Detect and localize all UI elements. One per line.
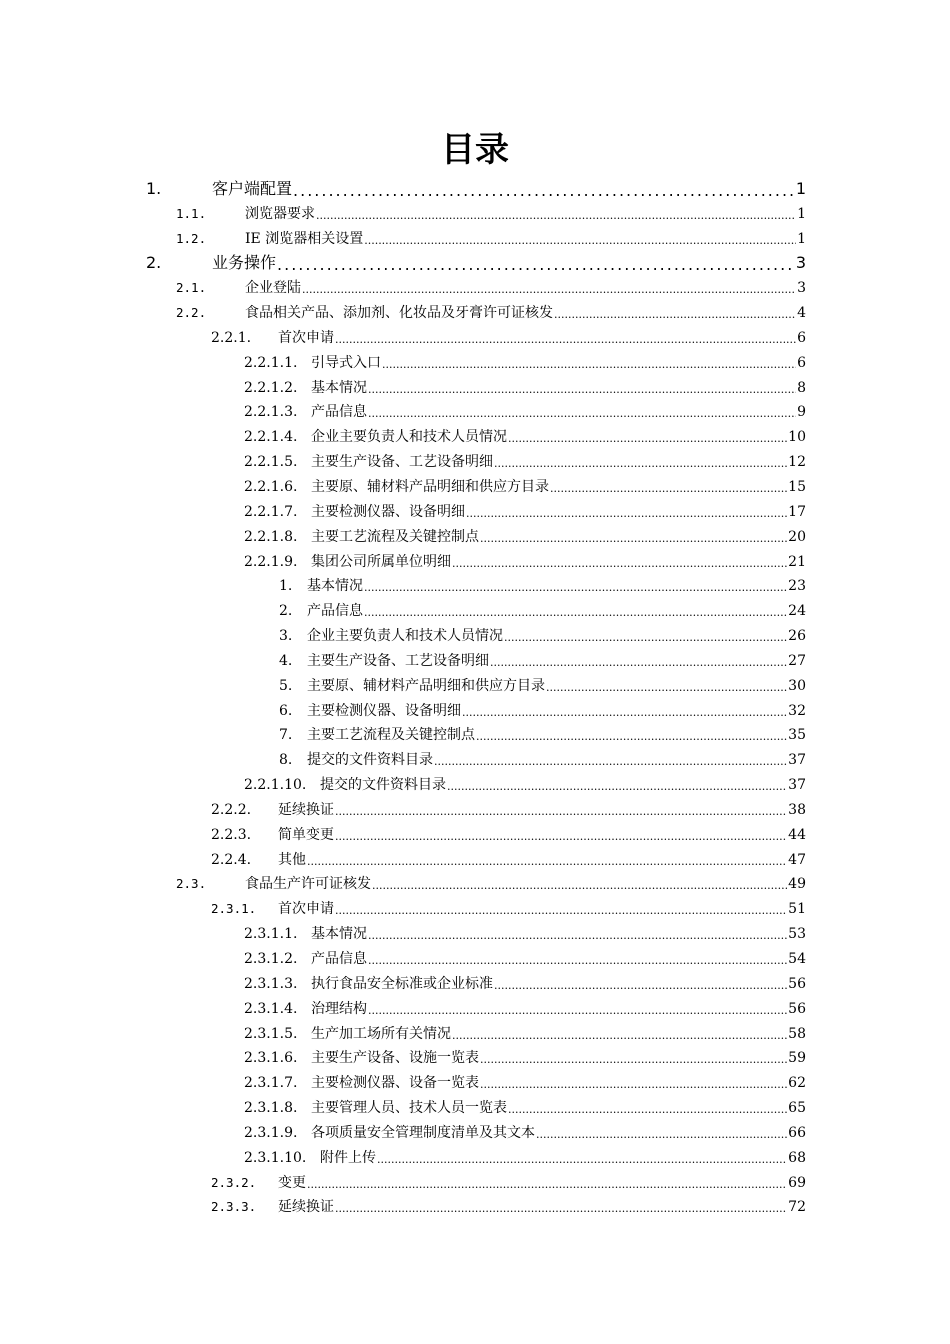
toc-entry-body: [245, 230, 806, 248]
toc-entry-body: [311, 1049, 806, 1067]
toc-entry-body: [212, 180, 806, 198]
dot-leader: [368, 383, 796, 397]
toc-entry-text: 简单变更: [278, 826, 334, 843]
dot-leader: [335, 830, 787, 844]
dot-leader: [368, 407, 796, 421]
toc-entry[interactable]: [0, 448, 950, 473]
toc-entry-body: [307, 702, 806, 720]
toc-entry-text: IE 浏览器相关设置: [245, 230, 364, 247]
toc-entry-body: [320, 1149, 806, 1167]
toc-entry-text: 首次申请: [278, 329, 334, 346]
dot-leader: [307, 855, 787, 869]
toc-entry[interactable]: [0, 200, 950, 225]
toc-entry[interactable]: [0, 970, 950, 995]
toc-entry[interactable]: [0, 573, 950, 598]
toc-entry[interactable]: [0, 647, 950, 672]
toc-entry-number: 1.: [279, 578, 293, 595]
toc-entry-page: 62: [788, 1075, 806, 1092]
toc-entry[interactable]: [0, 722, 950, 747]
toc-entry[interactable]: [0, 672, 950, 697]
toc-entry-text: 提交的文件资料目录: [320, 777, 446, 794]
toc-entry-page: 4: [797, 305, 806, 322]
toc-entry-page: 6: [797, 329, 806, 346]
toc-entry-number: 2.2.4.: [211, 851, 252, 868]
toc-entry-text: 主要原、辅材料产品明细和供应方目录: [307, 677, 545, 694]
toc-title: 目录: [441, 130, 509, 170]
toc-entry-page: 9: [797, 404, 806, 421]
toc-entry-text: 产品信息: [311, 404, 367, 421]
toc-entry-number: 2.: [279, 603, 293, 620]
toc-entry-body: [307, 652, 806, 670]
dot-leader: [480, 1078, 787, 1092]
toc-entry-body: [307, 627, 806, 645]
toc-entry-text: 产品信息: [307, 603, 363, 620]
toc-entry-number: 2.3.1.5.: [244, 1025, 298, 1042]
toc-entry-body: [245, 304, 806, 322]
toc-entry-page: 15: [788, 478, 806, 495]
dot-leader: [364, 234, 796, 248]
toc-entry-page: 66: [788, 1124, 806, 1141]
toc-entry[interactable]: [0, 324, 950, 349]
toc-entry-number: 7.: [279, 727, 293, 744]
toc-entry-number: 2.3.3.: [211, 1199, 257, 1215]
toc-entry-page: 59: [788, 1050, 806, 1067]
toc-entry[interactable]: [0, 945, 950, 970]
toc-entry-page: 72: [788, 1199, 806, 1216]
toc-entry-text: 基本情况: [311, 926, 367, 943]
toc-entry-number: 2.3.1.2.: [244, 951, 298, 967]
toc-entry-body: [307, 577, 806, 595]
dot-leader: [302, 283, 796, 297]
dot-leader: [368, 954, 787, 968]
toc-entry-number: 2.3.1.1.: [244, 926, 298, 943]
toc-entry-page: 44: [788, 826, 806, 843]
toc-entry-number: 3.: [279, 628, 293, 645]
toc-entry-page: 58: [788, 1025, 806, 1042]
dot-leader: [335, 805, 787, 819]
toc-entry-text: 主要原、辅材料产品明细和供应方目录: [311, 478, 549, 495]
toc-entry-body: [311, 478, 806, 496]
toc-entry-body: [311, 354, 806, 372]
dot-leader: [293, 184, 795, 198]
toc-entry-text: 企业主要负责人和技术人员情况: [311, 429, 507, 446]
toc-entry-number: 2.2.1.1.: [244, 354, 298, 371]
toc-entry-number: 2.3.1.8.: [244, 1100, 298, 1117]
dot-leader: [372, 879, 787, 893]
toc-entry-page: 3: [795, 253, 806, 273]
toc-entry[interactable]: [0, 175, 950, 200]
toc-entry-page: 17: [788, 503, 806, 520]
toc-entry-body: [278, 1198, 806, 1216]
toc-entry-body: [311, 553, 806, 571]
toc-entry-body: [278, 826, 806, 844]
dot-leader: [452, 1029, 787, 1043]
toc-entry-text: 执行食品安全标准或企业标准: [311, 975, 493, 992]
toc-entry-page: 56: [788, 975, 806, 992]
toc-entry-number: 2.2.1.3.: [244, 404, 298, 421]
toc-entry-text: 主要生产设备、设施一览表: [311, 1050, 479, 1067]
toc-entry-number: 5.: [279, 677, 293, 694]
toc-entry-number: 2.3.1.4.: [244, 1000, 298, 1017]
toc-entry-page: 1: [797, 230, 806, 247]
toc-entry-page: 38: [788, 801, 806, 818]
toc-entry-text: 生产加工场所有关情况: [311, 1025, 451, 1042]
toc-entry[interactable]: [0, 548, 950, 573]
toc-entry-number: 2.2.1.7.: [244, 503, 298, 520]
toc-entry-number: 2.2.1.5.: [244, 454, 298, 471]
toc-entry-number: 4.: [279, 652, 293, 669]
toc-entry-text: 主要生产设备、工艺设备明细: [307, 652, 489, 669]
toc-entry-number: 2.2.1.9.: [244, 553, 298, 570]
toc-entry[interactable]: [0, 871, 950, 896]
dot-leader: [335, 333, 796, 347]
toc-entry-text: 食品生产许可证核发: [245, 876, 371, 893]
toc-entry-body: [278, 900, 806, 918]
toc-entry[interactable]: [0, 498, 950, 523]
dot-leader: [494, 979, 787, 993]
toc-entry-body: [311, 453, 806, 471]
toc-entry-text: 引导式入口: [311, 354, 381, 371]
dot-leader: [480, 532, 787, 546]
toc-entry[interactable]: [0, 423, 950, 448]
toc-entry-page: 30: [788, 677, 806, 694]
toc-entry-number: 2.3.1.: [211, 901, 257, 917]
toc-entry-number: 2.2.1.8.: [244, 528, 298, 545]
toc-entry-number: 8.: [279, 752, 293, 769]
toc-entry-text: 基本情况: [307, 578, 363, 595]
toc-entry[interactable]: [0, 895, 950, 920]
toc-entry-body: [212, 254, 806, 272]
toc-entry-body: [311, 975, 806, 993]
toc-entry-body: [311, 1124, 806, 1142]
toc-entry-text: 附件上传: [320, 1149, 376, 1166]
toc-entry[interactable]: [0, 995, 950, 1020]
toc-entry-number: 2.2.: [176, 305, 207, 321]
dot-leader: [434, 755, 787, 769]
dot-leader: [368, 1004, 787, 1018]
toc-entry-page: 1: [795, 178, 806, 198]
toc-entry-page: 6: [797, 354, 806, 371]
dot-leader: [536, 1128, 787, 1142]
toc-entry[interactable]: [0, 697, 950, 722]
toc-entry-body: [307, 677, 806, 695]
dot-leader: [504, 631, 787, 645]
toc-entry-page: 65: [788, 1100, 806, 1117]
dot-leader: [452, 557, 787, 571]
toc-entry-number: 2.2.1.4.: [244, 429, 298, 446]
dot-leader: [277, 258, 795, 272]
dot-leader: [554, 308, 796, 322]
dot-leader: [480, 1053, 787, 1067]
toc-entry-text: 治理结构: [311, 1000, 367, 1017]
toc-entry-body: [320, 776, 806, 794]
dot-leader: [466, 507, 787, 521]
toc-entry-body: [311, 925, 806, 943]
toc-entry[interactable]: [0, 920, 950, 945]
toc-entry-number: 2.2.1.2.: [244, 379, 298, 396]
toc-entry-text: 提交的文件资料目录: [307, 752, 433, 769]
toc-entry-number: 2.3.1.7.: [244, 1075, 298, 1092]
toc-entry-body: [245, 875, 806, 893]
toc-entry-body: [307, 751, 806, 769]
toc-entry-page: 27: [788, 652, 806, 669]
toc-entry[interactable]: [0, 796, 950, 821]
toc-entry[interactable]: [0, 374, 950, 399]
dot-leader: [508, 1103, 787, 1117]
toc-entry-text: 主要管理人员、技术人员一览表: [311, 1100, 507, 1117]
toc-entry-page: 51: [788, 901, 806, 918]
toc-entry-page: 23: [788, 578, 806, 595]
toc-entry-body: [311, 403, 806, 421]
dot-leader: [316, 209, 796, 223]
toc-entry-page: 68: [788, 1149, 806, 1166]
toc-entry-text: 主要检测仪器、设备明细: [311, 503, 465, 520]
toc-entry-number: 2.2.1.10.: [244, 777, 307, 794]
toc-entry-text: 主要检测仪器、设备明细: [307, 702, 461, 719]
toc-entry-number: 2.2.1.6.: [244, 478, 298, 495]
toc-entry[interactable]: [0, 1069, 950, 1094]
toc-entry-number: 2.2.1.: [211, 329, 252, 346]
toc-entry-number: 2.3.1.10.: [244, 1149, 307, 1166]
toc-entry-text: 延续换证: [278, 801, 334, 818]
toc-entry[interactable]: [0, 622, 950, 647]
toc-entry-body: [278, 801, 806, 819]
toc-entry-page: 26: [788, 628, 806, 645]
toc-entry-text: 基本情况: [311, 379, 367, 396]
toc-entry-text: 主要检测仪器、设备一览表: [311, 1075, 479, 1092]
table-of-contents: [0, 175, 950, 1218]
toc-entry-page: 12: [788, 454, 806, 471]
toc-entry-body: [311, 379, 806, 397]
dot-leader: [368, 929, 787, 943]
toc-entry-number: 1.1.: [176, 205, 207, 221]
toc-entry-page: 20: [788, 528, 806, 545]
toc-entry-text: 浏览器要求: [245, 205, 315, 222]
toc-entry-body: [311, 1099, 806, 1117]
toc-entry[interactable]: [0, 1169, 950, 1194]
toc-entry-text: 业务操作: [212, 253, 277, 273]
toc-entry-body: [311, 950, 806, 968]
toc-entry-number: 2.3.2.: [211, 1174, 257, 1190]
toc-entry-page: 24: [788, 603, 806, 620]
toc-entry-body: [278, 1174, 806, 1192]
toc-entry[interactable]: [0, 523, 950, 548]
toc-entry-number: 2.3.1.3.: [244, 975, 298, 992]
dot-leader: [508, 432, 787, 446]
toc-entry[interactable]: [0, 846, 950, 871]
toc-entry-page: 53: [788, 926, 806, 943]
toc-entry-number: 2.: [146, 253, 162, 273]
toc-entry-body: [245, 205, 806, 223]
toc-entry-page: 8: [797, 379, 806, 396]
toc-entry-page: 69: [788, 1174, 806, 1191]
toc-entry-number: 2.2.3.: [211, 826, 252, 843]
toc-entry-body: [245, 279, 806, 297]
toc-entry-body: [307, 726, 806, 744]
dot-leader: [476, 730, 787, 744]
toc-entry-number: 2.3.1.6.: [244, 1050, 298, 1067]
toc-entry-body: [278, 329, 806, 347]
toc-entry-text: 食品相关产品、添加剂、化妆品及牙膏许可证核发: [245, 305, 553, 322]
toc-entry-number: 1.2.: [176, 230, 207, 246]
dot-leader: [462, 706, 787, 720]
toc-entry-body: [311, 1074, 806, 1092]
toc-entry-text: 主要工艺流程及关键控制点: [311, 528, 479, 545]
dot-leader: [550, 482, 787, 496]
toc-entry-page: 1: [797, 205, 806, 222]
dot-leader: [335, 1202, 787, 1216]
toc-entry[interactable]: [0, 1144, 950, 1169]
toc-entry-body: [311, 1000, 806, 1018]
toc-entry-number: 2.3.1.9.: [244, 1124, 298, 1141]
toc-entry-page: 47: [788, 851, 806, 868]
toc-entry-page: 35: [788, 727, 806, 744]
toc-entry-number: 2.1.: [176, 280, 207, 296]
toc-entry-text: 客户端配置: [212, 178, 293, 198]
toc-entry[interactable]: [0, 1020, 950, 1045]
toc-entry-text: 变更: [278, 1174, 306, 1191]
toc-entry[interactable]: [0, 1045, 950, 1070]
toc-entry-body: [311, 503, 806, 521]
dot-leader: [447, 780, 787, 794]
toc-entry[interactable]: [0, 399, 950, 424]
toc-entry-number: 6.: [279, 702, 293, 719]
toc-entry[interactable]: [0, 1094, 950, 1119]
toc-entry[interactable]: [0, 473, 950, 498]
toc-entry[interactable]: [0, 349, 950, 374]
toc-entry-page: 21: [788, 553, 806, 570]
dot-leader: [307, 1178, 787, 1192]
toc-entry-page: 49: [788, 876, 806, 893]
toc-entry-text: 企业登陆: [245, 280, 301, 297]
toc-entry-text: 主要生产设备、工艺设备明细: [311, 454, 493, 471]
toc-entry-number: 2.2.2.: [211, 801, 252, 818]
toc-entry[interactable]: [0, 299, 950, 324]
toc-entry-text: 集团公司所属单位明细: [311, 553, 451, 570]
toc-entry[interactable]: [0, 771, 950, 796]
toc-entry-text: 主要工艺流程及关键控制点: [307, 727, 475, 744]
toc-entry-page: 37: [788, 752, 806, 769]
toc-entry-text: 各项质量安全管理制度清单及其文本: [311, 1124, 535, 1141]
dot-leader: [490, 656, 787, 670]
toc-entry-body: [307, 602, 806, 620]
toc-entry[interactable]: [0, 746, 950, 771]
toc-entry[interactable]: [0, 821, 950, 846]
toc-entry[interactable]: [0, 597, 950, 622]
toc-entry-body: [311, 1025, 806, 1043]
toc-entry-page: 56: [788, 1000, 806, 1017]
dot-leader: [382, 358, 796, 372]
toc-entry-page: 32: [788, 702, 806, 719]
toc-entry-text: 其他: [278, 851, 306, 868]
toc-entry-page: 37: [788, 777, 806, 794]
toc-entry-text: 产品信息: [311, 951, 367, 967]
toc-entry-text: 延续换证: [278, 1199, 334, 1216]
toc-entry-page: 3: [797, 280, 806, 297]
toc-entry[interactable]: [0, 225, 950, 250]
dot-leader: [335, 904, 787, 918]
dot-leader: [377, 1153, 787, 1167]
dot-leader: [494, 457, 787, 471]
dot-leader: [546, 681, 787, 695]
dot-leader: [364, 606, 787, 620]
toc-entry-body: [311, 428, 806, 446]
toc-entry[interactable]: [0, 1119, 950, 1144]
toc-entry-page: 10: [788, 429, 806, 446]
toc-entry[interactable]: [0, 250, 950, 275]
toc-entry-text: 企业主要负责人和技术人员情况: [307, 628, 503, 645]
toc-entry-page: 54: [788, 951, 806, 967]
toc-entry[interactable]: [0, 1194, 950, 1219]
toc-entry-number: 2.3.: [176, 876, 207, 892]
toc-entry-text: 首次申请: [278, 901, 334, 918]
toc-entry[interactable]: [0, 274, 950, 299]
toc-entry-body: [278, 851, 806, 869]
toc-entry-body: [311, 528, 806, 546]
dot-leader: [364, 581, 787, 595]
toc-entry-number: 1.: [146, 178, 162, 198]
